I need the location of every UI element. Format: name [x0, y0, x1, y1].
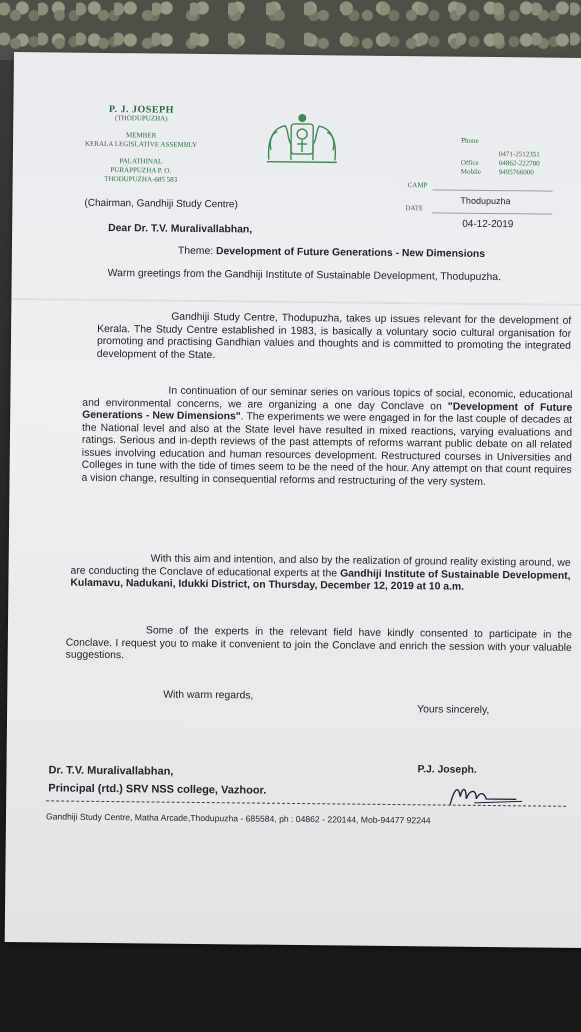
chairman-line: (Chairman, Gandhiji Study Centre)	[84, 197, 238, 211]
phone-label: Phone	[461, 136, 479, 145]
date-underline	[432, 212, 552, 214]
addressee-name: Dr. T.V. Muralivallabhan,	[48, 764, 174, 778]
closing: With warm regards,	[163, 689, 254, 702]
theme-line	[178, 246, 485, 262]
letterhead-sender	[51, 104, 232, 185]
letterhead-contacts	[461, 137, 581, 178]
sender-address-2: PURAPPUZHA P. O.	[110, 166, 172, 175]
paragraph-2-b: . The experiments we were engaged in for the last couple of decades at the National level and also at the State level have resulted in mixed reactions, varying evaluations and ratings. Serious and in-depth reviews of the past attempts of reforms warrant public debate on all related issues involving education and human resources development. Restructured courses in Universities and Colleges in tune with the tide of times seem to be the need of the hour. Any attempt on that count requires a vision change, resulting in consequential reforms and restructuring of the very system.	[81, 411, 573, 488]
greeting: Warm greetings from the Gandhiji Institute of Sustainable Development, Thodupuzha.	[107, 267, 502, 284]
paragraph-1: Gandhiji Study Centre, Thodupuzha, takes up issues relevant for the development of Kerala. The Study Centre established in 1983, is basically a voluntary socio cultural organisation for promoting and practising Gandhian values and thoughts and is committed to promoting the integrated development of the State.	[96, 311, 572, 361]
sender-address-3: THODUPUZHA-685 583	[104, 174, 178, 184]
camp-label: CAMP	[407, 181, 428, 190]
paragraph-2-a: In continuation of our seminar series on various topics of social, economic, educational and environmental concerns, we are organizing a one day Conclave on	[82, 385, 573, 413]
sender-address-1: PALATHINAL	[119, 157, 163, 166]
camp-underline	[433, 189, 553, 191]
paragraph-3	[70, 553, 570, 596]
phone-number-3: 9495766000	[498, 168, 534, 177]
date-value: 04-12-2019	[462, 218, 514, 231]
phone-number-2: 04862-222780	[498, 159, 540, 168]
sender-assembly: KERALA LEGISLATIVE ASSEMBLY	[84, 139, 198, 149]
addressee-title: Principal (rtd.) SRV NSS college, Vazhoor.	[48, 782, 267, 797]
paragraph-2	[81, 385, 572, 490]
phone-number-1: 0471-2512351	[498, 150, 540, 159]
gravel-background	[0, 0, 581, 60]
letter-page	[5, 52, 581, 948]
sender-designation: MEMBER	[125, 131, 157, 140]
sender-constituency: (THODUPUZHA)	[115, 114, 168, 123]
paragraph-3-venue: Gandhiji Institute of Sustainable Development, Kulamavu, Nadukani, Idukki District, on Thursday, December 12, 2019 at 10 a.m.	[70, 567, 571, 593]
paragraph-3-a: With this aim and intention, and also by the realization of ground reality existing around, we are conducting the Conclave of educational experts at the	[70, 553, 571, 579]
yours-sincerely: Yours sincerely,	[417, 704, 490, 717]
paragraph-2-conclave-title: "Development of Future Generations - New Dimensions"	[82, 401, 573, 423]
camp-value: Thodupuzha	[460, 195, 511, 207]
theme-value: Development of Future Generations - New Dimensions	[215, 246, 486, 260]
signatory-name: P.J. Joseph.	[417, 764, 477, 776]
sender-name: P. J. JOSEPH	[108, 103, 175, 116]
salutation: Dear Dr. T.V. Muralivallabhan,	[108, 222, 253, 236]
office-label: Office	[460, 158, 479, 167]
mobile-label: Mobile	[460, 167, 482, 176]
paper-fold	[11, 298, 581, 306]
date-label: DATE	[405, 204, 424, 213]
theme-label: Theme:	[177, 245, 214, 258]
footer-address: Gandhiji Study Centre, Matha Arcade,Thodupuzha - 685584, ph : 04862 - 220144, Mob-94477 92244	[45, 811, 431, 826]
kerala-emblem-icon	[263, 110, 342, 169]
paragraph-4: Some of the experts in the relevant field have kindly consented to participate in the Conclave. I request you to make it convenient to join the Conclave and enrich the session with your valuable suggestions.	[65, 625, 572, 662]
